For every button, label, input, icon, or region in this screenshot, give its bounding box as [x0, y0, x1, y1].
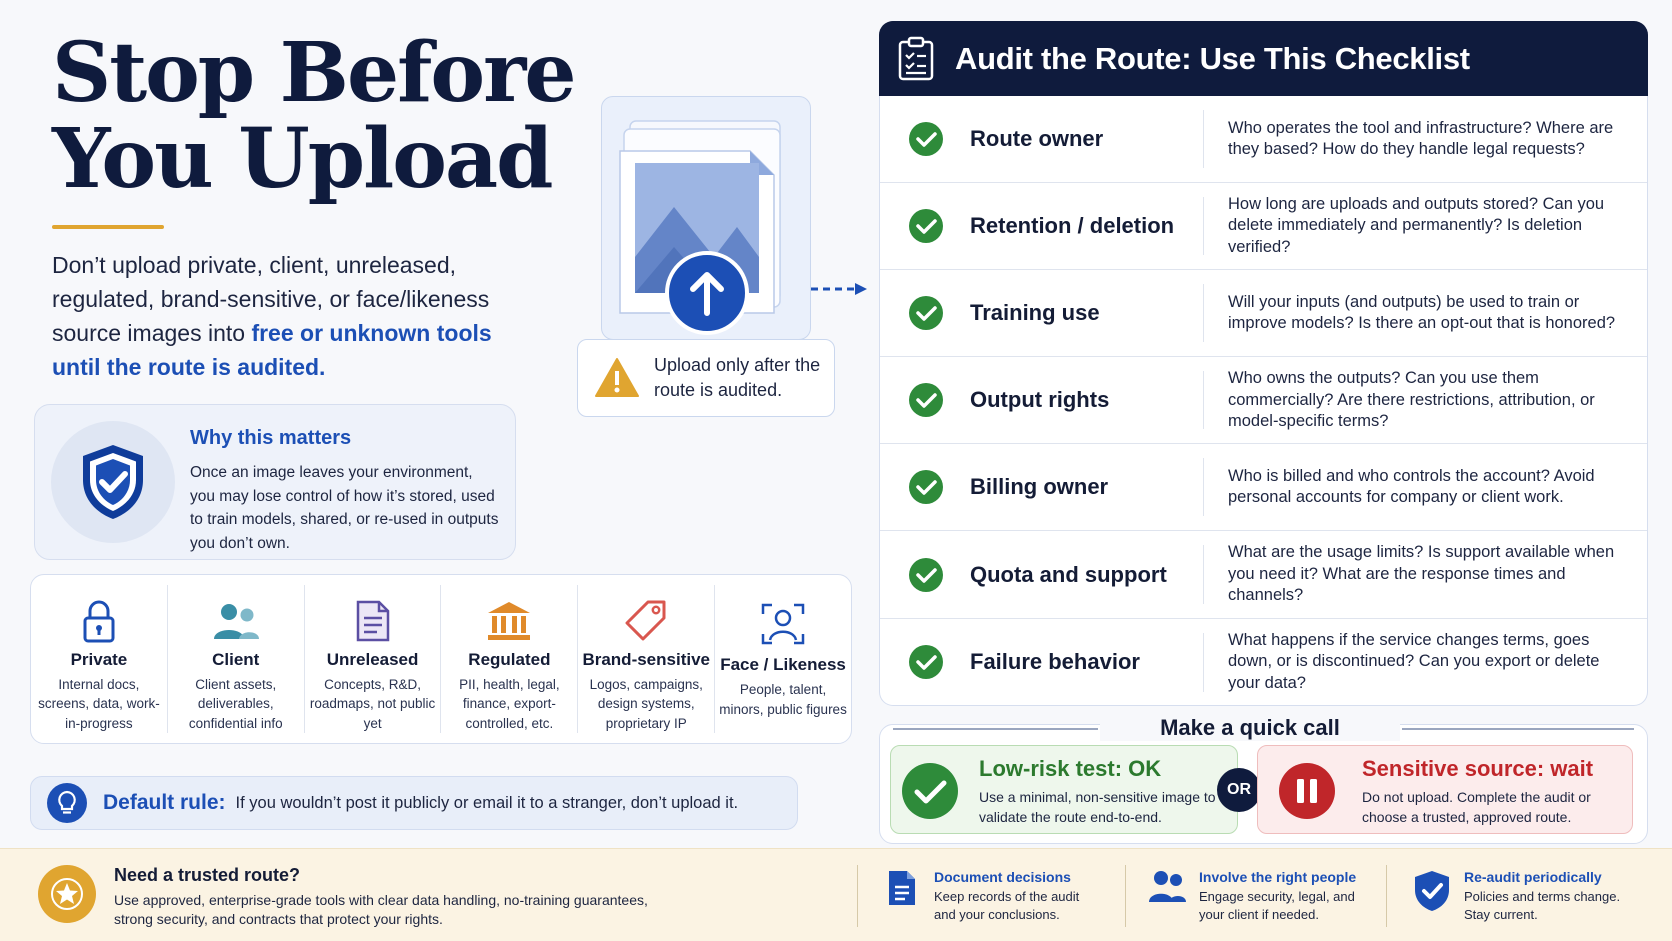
checklist-desc: Will your inputs (and outputs) be used to train or improve models? Is there an opt-out that is honored?	[1228, 292, 1616, 333]
category-title: Regulated	[468, 649, 551, 669]
checklist-label: Billing owner	[970, 474, 1109, 500]
checklist-desc: Who is billed and who controls the account? Avoid personal accounts for company or client work.	[1228, 466, 1595, 507]
document-icon	[880, 869, 924, 924]
category-title: Unreleased	[326, 649, 419, 669]
category-regulated	[441, 585, 578, 733]
clipboard-icon	[897, 36, 935, 82]
why-title: Why this matters	[190, 427, 352, 449]
footer-item-title: Re-audit periodically	[1464, 869, 1602, 885]
warning-icon	[594, 357, 640, 399]
footer-item-document	[880, 869, 1094, 924]
checklist-row-failure	[880, 619, 1647, 706]
checklist-label: Quota and support	[970, 561, 1167, 587]
column-divider	[1203, 197, 1204, 255]
footer-item-title: Involve the right people	[1199, 869, 1357, 885]
why-this-matters-card	[34, 404, 516, 560]
checklist-header	[879, 21, 1648, 96]
column-divider	[1203, 110, 1204, 168]
upload-note-text: Upload only after the route is audited.	[654, 355, 821, 400]
checklist-title: Audit the Route: Use This Checklist	[955, 40, 1470, 76]
category-desc: Logos, campaigns, design systems, proprietary IP	[589, 676, 703, 731]
sensitive-categories	[30, 574, 852, 744]
footer-item-reaudit	[1410, 869, 1624, 924]
upload-note	[577, 339, 835, 417]
checklist-row-retention	[880, 183, 1647, 270]
check-circle-icon	[908, 382, 944, 418]
column-divider	[1203, 371, 1204, 429]
shield-check-icon	[1410, 869, 1454, 924]
category-title: Private	[70, 649, 128, 669]
ok-desc: Use a minimal, non-sensitive image to validate the route end-to-end.	[979, 789, 1216, 825]
checklist-label: Failure behavior	[970, 649, 1140, 675]
quick-call-rule-right	[1402, 728, 1634, 730]
footer-divider	[857, 865, 858, 927]
wait-title: Sensitive source: wait	[1362, 756, 1594, 781]
default-rule-bar	[30, 776, 798, 830]
lightbulb-icon	[47, 783, 87, 823]
intro-body: Don’t upload private, client, unreleased, regulated, brand-sensitive, or face/likeness source images into	[52, 252, 490, 346]
footer-item-desc: Engage security, legal, and your client if needed.	[1199, 889, 1355, 922]
category-brand-sensitive	[578, 585, 715, 733]
checklist-desc: How long are uploads and outputs stored? Can you delete immediately and permanently? Is deletion verified?	[1228, 194, 1605, 256]
category-unreleased	[305, 585, 442, 733]
checklist-row-output-rights	[880, 357, 1647, 444]
bank-icon	[486, 599, 532, 644]
face-scan-icon	[760, 599, 806, 649]
intro-highlight: free or unknown tools until the route is audited.	[52, 320, 492, 380]
pause-icon	[1278, 762, 1336, 820]
column-divider	[1203, 284, 1204, 342]
lock-icon	[82, 599, 116, 644]
low-risk-ok-card	[890, 745, 1238, 834]
people-icon	[1145, 869, 1189, 924]
checklist-row-route-owner	[880, 96, 1647, 183]
footer-title: Need a trusted route?	[114, 865, 301, 885]
upload-illustration	[601, 96, 811, 340]
check-circle-icon	[908, 121, 944, 157]
column-divider	[1203, 545, 1204, 603]
footer-divider	[1386, 865, 1387, 927]
check-circle-icon	[908, 469, 944, 505]
check-circle-icon	[908, 644, 944, 680]
checklist-label: Training use	[970, 300, 1100, 326]
category-client	[168, 585, 305, 733]
checklist-desc: Who owns the outputs? Can you use them commercially? Are there restrictions, attribution, or model-specific terms?	[1228, 369, 1595, 431]
checklist-row-billing	[880, 444, 1647, 531]
checklist-table	[879, 96, 1648, 706]
footer-body: Use approved, enterprise-grade tools with clear data handling, no-training guarantees, strong security, and contracts that protect your rights.	[114, 892, 648, 927]
category-title: Client	[212, 649, 260, 669]
category-private	[31, 585, 168, 733]
checklist-desc: What happens if the service changes terms, goes down, or is discontinued? Can you export or delete your data?	[1228, 630, 1600, 692]
title-underline	[52, 225, 164, 229]
image-upload-icon	[602, 97, 812, 341]
checklist-row-training	[880, 270, 1647, 357]
check-circle-icon	[901, 762, 959, 820]
checklist-label: Route owner	[970, 126, 1104, 152]
check-circle-icon	[908, 295, 944, 331]
category-title: Face / Likeness	[720, 655, 846, 674]
intro-text	[52, 248, 522, 384]
footer-divider	[1125, 865, 1126, 927]
category-face-likeness	[715, 585, 851, 733]
star-icon	[38, 865, 96, 923]
check-circle-icon	[908, 557, 944, 593]
quick-call-title: Make a quick call	[1100, 715, 1400, 741]
category-desc: Client assets, deliverables, confidential info	[188, 676, 283, 731]
checklist-label: Retention / deletion	[970, 213, 1175, 239]
dashed-arrow-icon	[811, 282, 871, 296]
shield-check-icon	[51, 421, 175, 543]
check-circle-icon	[908, 208, 944, 244]
category-title: Brand-sensitive	[582, 649, 710, 669]
wait-desc: Do not upload. Complete the audit or choose a trusted, approved route.	[1362, 789, 1591, 825]
or-badge: OR	[1217, 768, 1261, 812]
sensitive-wait-card	[1257, 745, 1633, 834]
quick-call-rule-left	[893, 728, 1098, 730]
why-body: Once an image leaves your environment, you may lose control of how it’s stored, used to train models, shared, or re-used in outputs you don’t own.	[190, 464, 499, 552]
default-rule-text: If you wouldn’t post it publicly or email it to a stranger, don’t upload it.	[235, 793, 739, 812]
document-icon	[355, 599, 391, 644]
column-divider	[1203, 458, 1204, 516]
column-divider	[1203, 633, 1204, 692]
ok-title: Low-risk test: OK	[979, 756, 1162, 781]
default-rule-label: Default rule:	[103, 791, 226, 814]
category-desc: People, talent, minors, public figures	[719, 682, 847, 717]
page-title	[52, 25, 612, 207]
title-line-2: You Upload	[52, 111, 552, 207]
title-line-1: Stop Before	[52, 25, 575, 121]
checklist-row-quota	[880, 531, 1647, 618]
checklist-desc: What are the usage limits? Is support available when you need it? What are the response times and channels?	[1228, 543, 1615, 605]
category-desc: Internal docs, screens, data, work-in-progress	[38, 676, 160, 731]
footer-item-people	[1145, 869, 1359, 924]
category-desc: Concepts, R&D, roadmaps, not public yet	[309, 676, 436, 731]
checklist-desc: Who operates the tool and infrastructure? Where are they based? How do they handle legal requests?	[1228, 118, 1614, 159]
checklist-label: Output rights	[970, 387, 1110, 413]
footer-bar	[0, 848, 1672, 941]
footer-item-title: Document decisions	[934, 869, 1071, 885]
footer-item-desc: Keep records of the audit and your conclusions.	[934, 889, 1080, 922]
category-desc: PII, health, legal, finance, export-controlled, etc.	[459, 676, 560, 731]
tag-icon	[624, 599, 668, 644]
footer-item-desc: Policies and terms change. Stay current.	[1464, 889, 1621, 922]
people-icon	[211, 599, 261, 644]
